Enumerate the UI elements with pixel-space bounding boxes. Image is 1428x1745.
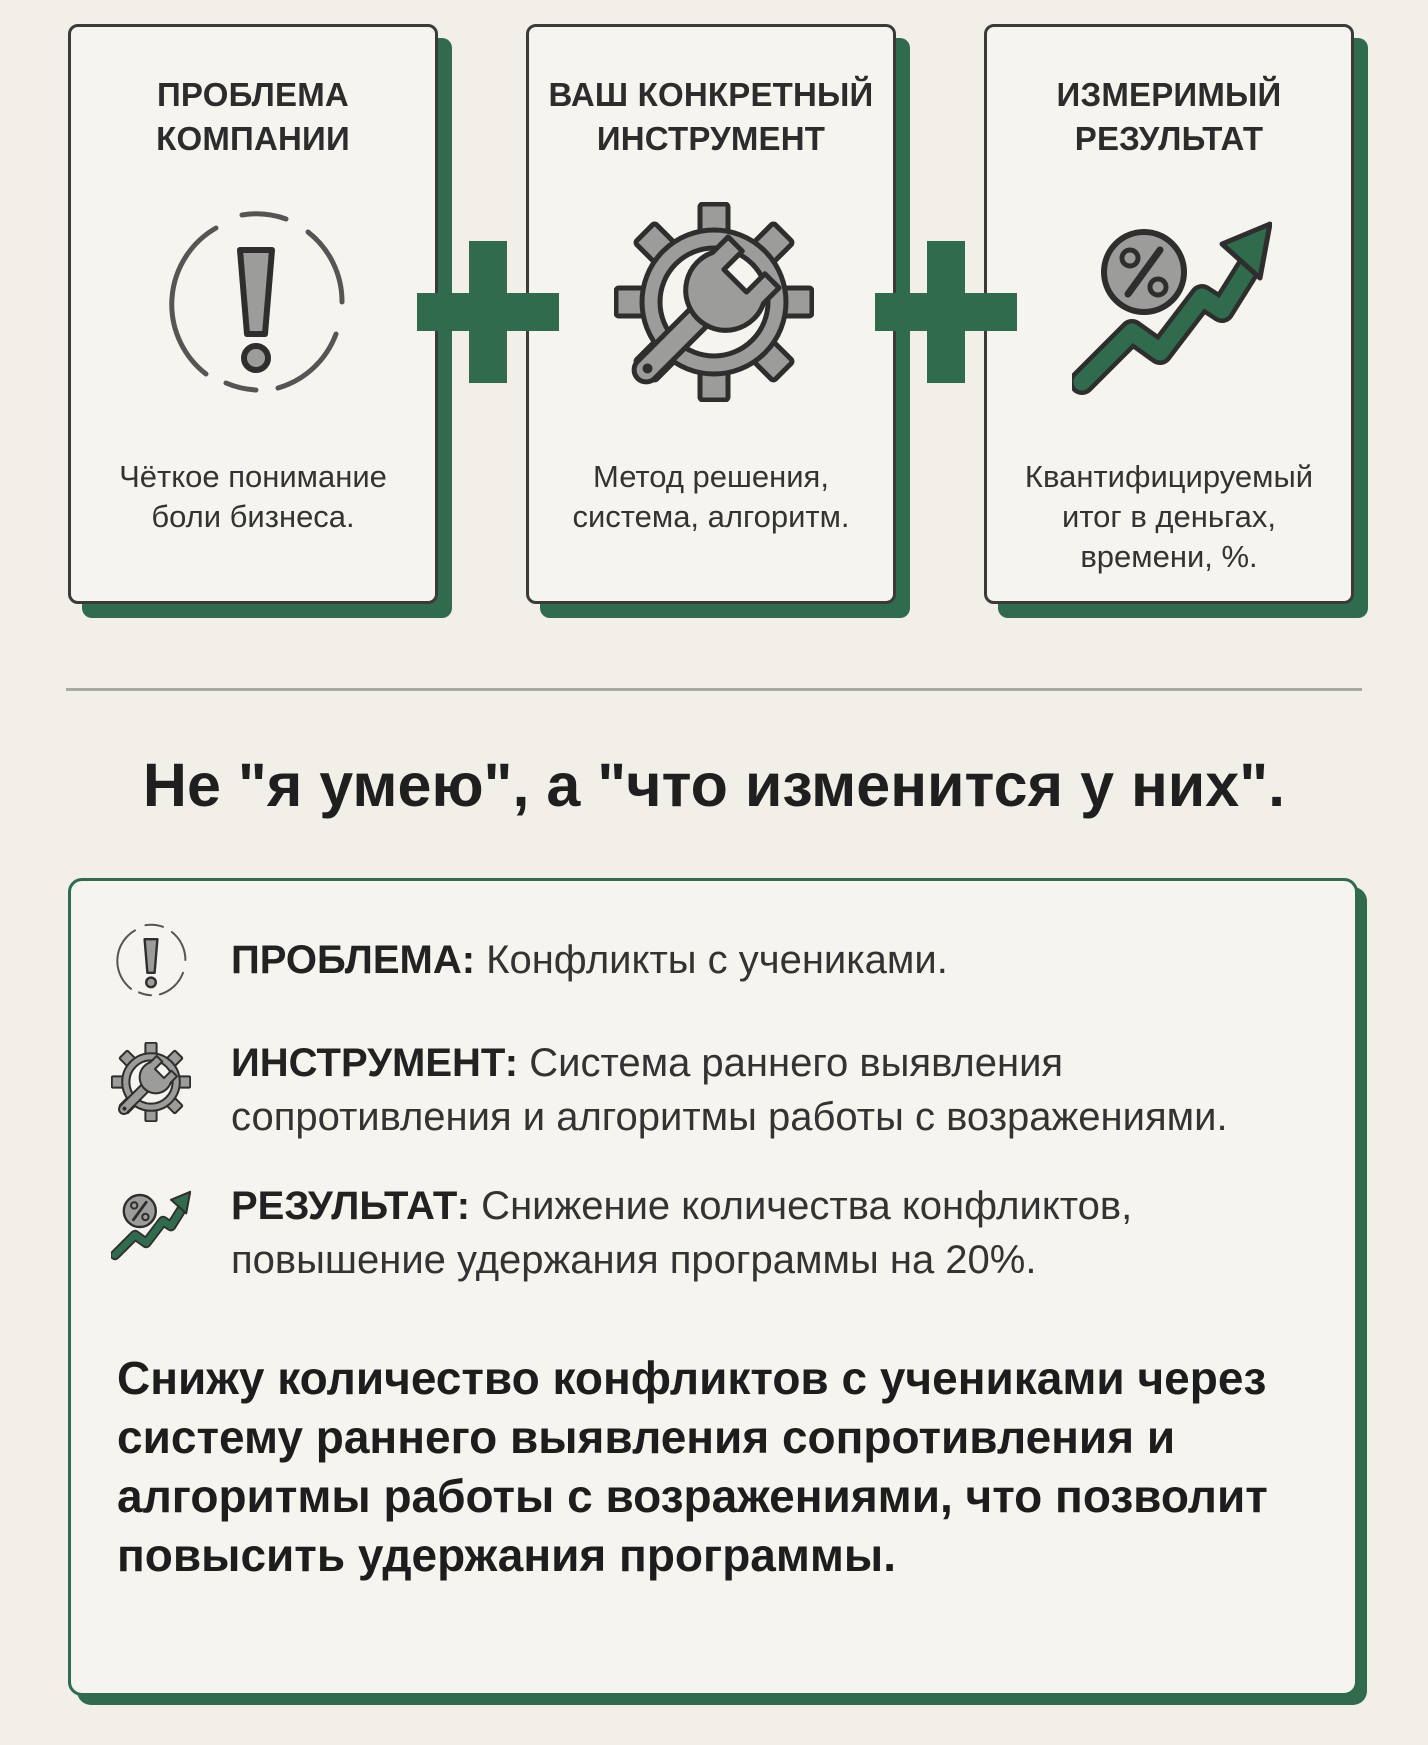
card-description: Квантифицируемый итог в деньгах, времени, %.: [1024, 459, 1314, 574]
plus-icon: [413, 237, 563, 387]
card-result: [984, 24, 1354, 604]
gear-wrench-icon: [111, 1042, 191, 1122]
summary-statement: Снижу количество конфликтов с учениками через систему раннего выявления сопротивления и алгоритмы работы с возражениями, что позволит повысить удержания программы.: [117, 1352, 1268, 1581]
problem-text: [231, 933, 1325, 987]
card-tool: [526, 24, 896, 604]
percent-growth-icon: [111, 1183, 191, 1263]
headline: Не "я умею", а "что изменится у них".: [142, 751, 1286, 819]
example-panel: [68, 878, 1358, 1696]
warning-icon: [156, 202, 356, 402]
tool-label: ИНСТРУМЕНТ:: [231, 1041, 519, 1085]
card-problem: [68, 24, 438, 604]
problem-value: Конфликты с учениками.: [475, 938, 948, 982]
tool-value: Система раннего выявления сопротивления и алгоритмы работы с возражениями.: [231, 1041, 1228, 1139]
card-description: Метод решения, система, алгоритм.: [572, 459, 850, 534]
tool-text: [231, 1036, 1325, 1144]
problem-label: ПРОБЛЕМА:: [231, 938, 476, 982]
card-description: Чёткое понимание боли бизнеса.: [119, 459, 387, 534]
divider: [66, 688, 1362, 691]
gear-wrench-icon: [614, 202, 814, 402]
warning-icon: [111, 920, 191, 1000]
card-title: ВАШ КОНКРЕТНЫЙ ИНСТРУМЕНТ: [548, 76, 874, 157]
result-value: Снижение количества конфликтов, повышение удержания программы на 20%.: [231, 1184, 1133, 1282]
card-title: ПРОБЛЕМА КОМПАНИИ: [156, 76, 350, 157]
card-title: ИЗМЕРИМЫЙ РЕЗУЛЬТАТ: [1056, 76, 1282, 157]
result-label: РЕЗУЛЬТАТ:: [231, 1184, 471, 1228]
percent-growth-icon: [1072, 202, 1272, 402]
plus-icon: [871, 237, 1021, 387]
result-text: [231, 1179, 1325, 1287]
